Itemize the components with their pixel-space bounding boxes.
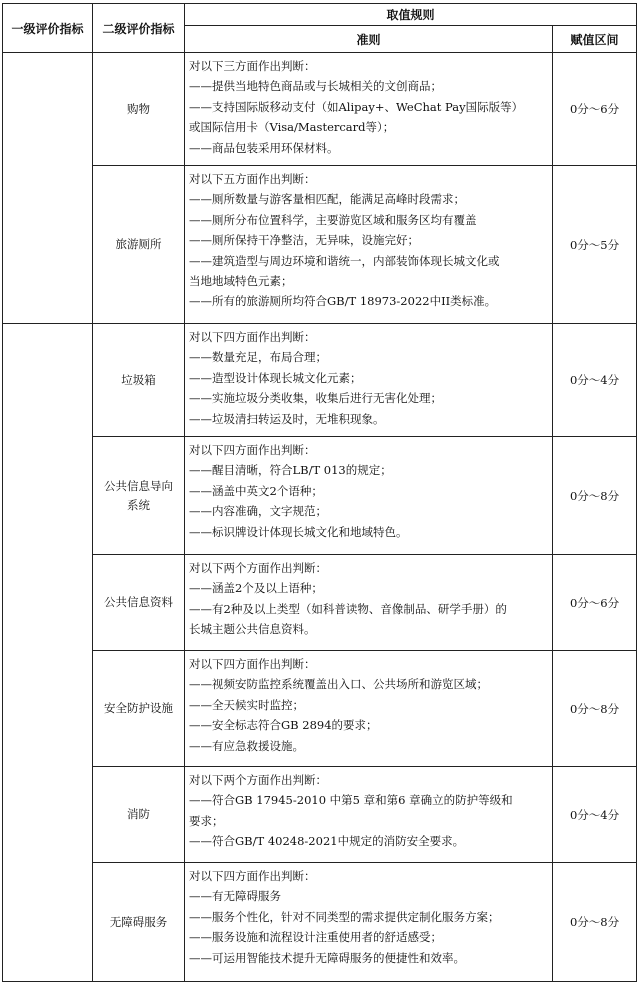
score-range: 0分～8分 xyxy=(553,651,637,767)
criteria-line: 对以下五方面作出判断： xyxy=(189,172,316,186)
criteria-line: ——造型设计体现长城文化元素； xyxy=(189,370,362,385)
criteria-line: 对以下四方面作出判断： xyxy=(189,869,316,883)
criteria-line: ——内容准确，文字规范； xyxy=(189,504,327,519)
table-row xyxy=(3,651,637,767)
level2-name-line: 公共信息导向 xyxy=(104,478,173,493)
table-row xyxy=(3,767,637,863)
score-range: 0分～4分 xyxy=(553,324,637,437)
header-level2: 二级评价指标 xyxy=(93,4,185,53)
criteria-cell xyxy=(185,555,553,651)
criteria-line: ——支持国际版移动支付（如Alipay+、WeChat Pay国际版等） xyxy=(189,99,524,114)
level1-cell-empty xyxy=(3,53,93,324)
criteria-line: ——有2种及以上类型（如科普读物、音像制品、研学手册）的 xyxy=(189,601,507,616)
evaluation-table xyxy=(2,3,637,982)
criteria-line: ——涵盖中英文2个语种； xyxy=(189,483,323,498)
criteria-line: 当地地域特色元素； xyxy=(189,274,293,289)
criteria-line: ——可运用智能技术提升无障碍服务的便捷性和效率。 xyxy=(189,950,465,965)
criteria-line: 长城主题公共信息资料。 xyxy=(189,622,316,637)
level2-name-line: 系统 xyxy=(127,497,150,512)
criteria-line: ——建筑造型与周边环境和谐统一，内部装饰体现长城文化或 xyxy=(189,253,500,268)
criteria-line: 或国际信用卡（Visa/Mastercard等）； xyxy=(189,120,395,135)
criteria-line: ——符合GB 17945-2010 中第5 章和第6 章确立的防护等级和 xyxy=(189,793,513,808)
criteria-line: ——全天候实时监控； xyxy=(189,697,304,712)
score-range: 0分～6分 xyxy=(553,555,637,651)
criteria-line: ——服务个性化，针对不同类型的需求提供定制化服务方案； xyxy=(189,909,500,924)
level2-name: 消防 xyxy=(93,767,185,863)
criteria-cell xyxy=(185,166,553,324)
table-row xyxy=(3,324,637,437)
criteria-line: 对以下四方面作出判断： xyxy=(189,657,316,671)
criteria-line: ——厕所分布位置科学，主要游览区域和服务区均有覆盖 xyxy=(189,212,477,227)
level2-name: 旅游厕所 xyxy=(93,166,185,324)
criteria-line: 对以下三方面作出判断： xyxy=(189,59,316,73)
header-score-range: 赋值区间 xyxy=(553,26,637,53)
criteria-line: ——安全标志符合GB 2894的要求； xyxy=(189,718,378,733)
criteria-line: ——标识牌设计体现长城文化和地域特色。 xyxy=(189,524,408,539)
score-range: 0分～8分 xyxy=(553,863,637,982)
level2-name: 购物 xyxy=(93,53,185,166)
criteria-line: ——提供当地特色商品或与长城相关的文创商品； xyxy=(189,79,442,94)
criteria-cell xyxy=(185,767,553,863)
score-range: 0分～4分 xyxy=(553,767,637,863)
criteria-line: ——涵盖2个及以上语种； xyxy=(189,581,323,596)
header-rule-group: 取值规则 xyxy=(185,4,637,26)
criteria-cell xyxy=(185,53,553,166)
level2-name: 垃圾箱 xyxy=(93,324,185,437)
criteria-line: ——所有的旅游厕所均符合GB/T 18973-2022中II类标准。 xyxy=(189,294,497,309)
criteria-line: ——厕所数量与游客量相匹配，能满足高峰时段需求； xyxy=(189,192,465,207)
score-range: 0分～5分 xyxy=(553,166,637,324)
criteria-line: 对以下四方面作出判断： xyxy=(189,330,316,344)
level2-name: 无障碍服务 xyxy=(93,863,185,982)
criteria-cell xyxy=(185,863,553,982)
table-row xyxy=(3,555,637,651)
score-range: 0分～6分 xyxy=(553,53,637,166)
criteria-line: 对以下两个方面作出判断： xyxy=(189,773,327,787)
level2-name xyxy=(93,437,185,555)
criteria-cell xyxy=(185,324,553,437)
table-row xyxy=(3,53,637,166)
criteria-line: 对以下四方面作出判断： xyxy=(189,443,316,457)
criteria-line: ——有无障碍服务 xyxy=(189,889,281,904)
table-row xyxy=(3,166,637,324)
level2-name: 公共信息资料 xyxy=(93,555,185,651)
criteria-line: ——服务设施和流程设计注重使用者的舒适感受； xyxy=(189,930,442,945)
criteria-line: ——醒目清晰，符合LB/T 013的规定； xyxy=(189,463,392,478)
level1-cell-empty xyxy=(3,324,93,982)
table-row xyxy=(3,437,637,555)
header-level1: 一级评价指标 xyxy=(3,4,93,53)
header-criteria: 准则 xyxy=(185,26,553,53)
criteria-line: ——视频安防监控系统覆盖出入口、公共场所和游览区域； xyxy=(189,677,488,692)
criteria-line: 要求； xyxy=(189,813,224,828)
criteria-line: ——厕所保持干净整洁，无异味，设施完好； xyxy=(189,233,419,248)
criteria-line: ——商品包装采用环保材料。 xyxy=(189,140,339,155)
table-row xyxy=(3,863,637,982)
score-range: 0分～8分 xyxy=(553,437,637,555)
criteria-line: ——实施垃圾分类收集，收集后进行无害化处理； xyxy=(189,391,442,406)
criteria-line: ——符合GB/T 40248-2021中规定的消防安全要求。 xyxy=(189,834,465,849)
criteria-line: ——垃圾清扫转运及时，无堆积现象。 xyxy=(189,411,385,426)
criteria-line: ——数量充足，布局合理； xyxy=(189,350,327,365)
criteria-line: ——有应急救援设施。 xyxy=(189,738,304,753)
criteria-cell xyxy=(185,651,553,767)
criteria-cell xyxy=(185,437,553,555)
criteria-line: 对以下两个方面作出判断： xyxy=(189,561,327,575)
level2-name: 安全防护设施 xyxy=(93,651,185,767)
